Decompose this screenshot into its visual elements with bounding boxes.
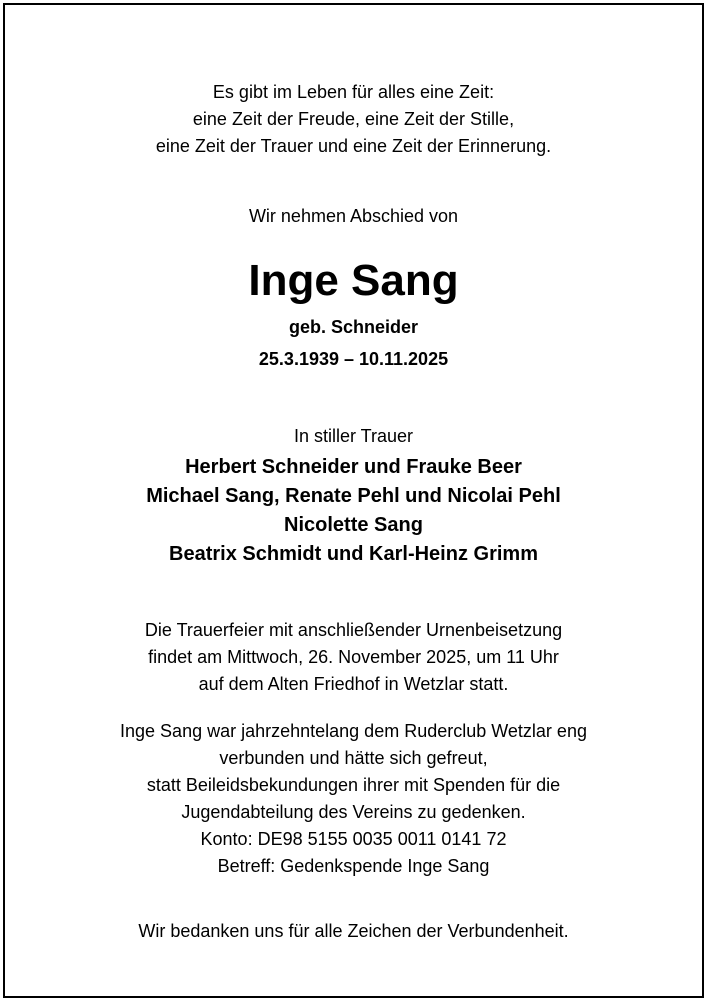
mourner-line: Herbert Schneider und Frauke Beer [185,456,522,478]
motto-verse [0,79,707,160]
donation-info [0,718,707,880]
farewell-intro: Wir nehmen Abschied von [248,206,459,226]
motto-line: eine Zeit der Freude, eine Zeit der Stille, [192,109,515,129]
ceremony-line: Die Trauerfeier mit anschließender Urnenbeisetzung [144,620,563,640]
mourning-label: In stiller Trauer [293,426,414,446]
mourners-list [0,453,707,569]
motto-line: eine Zeit der Trauer und eine Zeit der Erinnerung. [155,136,552,156]
donation-reference: Betreff: Gedenkspende Inge Sang [217,856,490,876]
donation-line: statt Beileidsbekundungen ihrer mit Spenden für die [146,775,561,795]
ceremony-info [0,617,707,698]
ceremony-line: auf dem Alten Friedhof in Wetzlar statt. [198,674,509,694]
mourner-line: Beatrix Schmidt und Karl-Heinz Grimm [169,543,538,565]
bank-account: Konto: DE98 5155 0035 0011 0141 72 [200,829,507,849]
motto-line: Es gibt im Leben für alles eine Zeit: [212,82,495,102]
donation-line: Jugendabteilung des Vereins zu gedenken. [181,802,526,822]
life-dates: 25.3.1939 – 10.11.2025 [258,349,449,369]
mourner-line: Michael Sang, Renate Pehl und Nicolai Pehl [146,485,561,507]
mourner-line: Nicolette Sang [284,514,423,536]
donation-line: verbunden und hätte sich gefreut, [219,748,488,768]
birth-name: geb. Schneider [288,317,419,337]
ceremony-line: findet am Mittwoch, 26. November 2025, um 11 Uhr [148,647,559,667]
deceased-name: Inge Sang [248,256,459,305]
thanks-note: Wir bedanken uns für alle Zeichen der Verbundenheit. [138,921,569,941]
donation-line: Inge Sang war jahrzehntelang dem Ruderclub Wetzlar eng [120,721,587,741]
